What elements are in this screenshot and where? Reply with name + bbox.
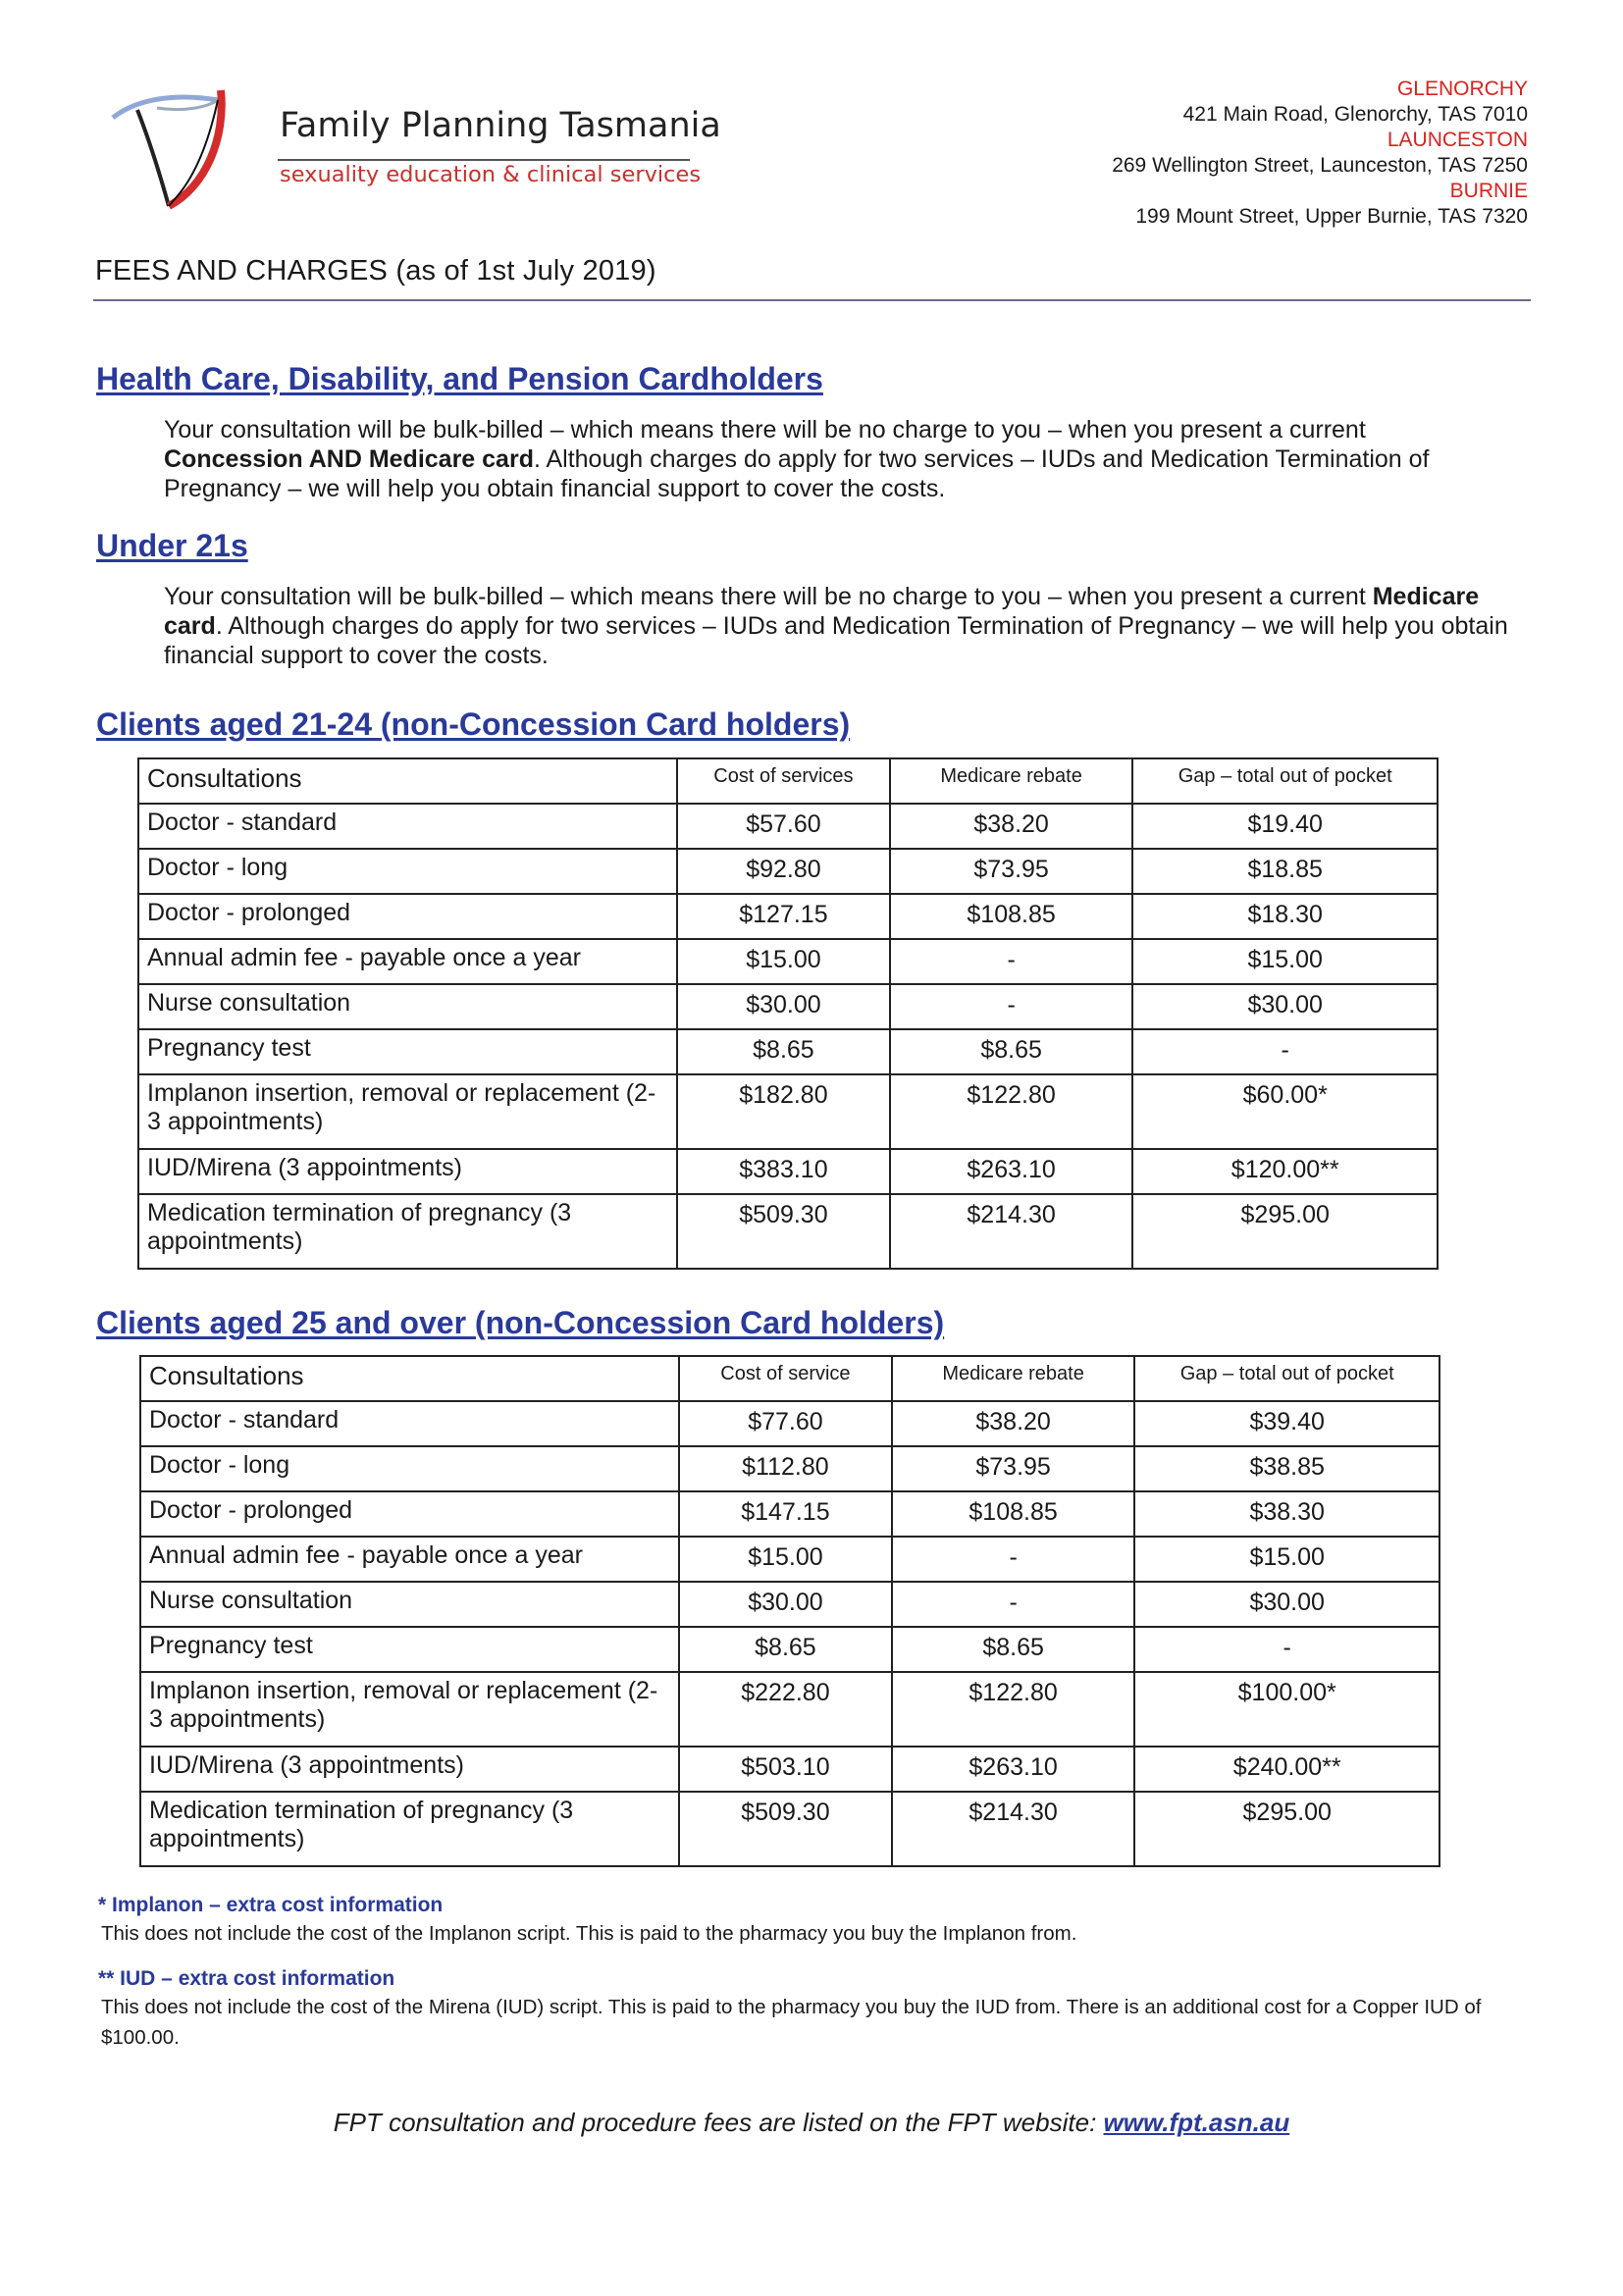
cost-cell: $57.60: [677, 804, 890, 849]
paragraph-text: Your consultation will be bulk-billed – which means there will be no charge to you – when you present a current: [164, 583, 1373, 610]
cardholders-paragraph: [164, 415, 1508, 503]
rebate-cell: $214.30: [892, 1792, 1135, 1866]
service-name-cell: Doctor - standard: [138, 804, 677, 849]
table-row: [140, 1401, 1440, 1446]
rebate-cell: $38.20: [892, 1401, 1135, 1446]
table-row: [140, 1491, 1440, 1537]
section-heading-cardholders: Health Care, Disability, and Pension Cardholders: [96, 361, 823, 396]
table-row: [140, 1672, 1440, 1747]
table-row: [138, 984, 1438, 1029]
rebate-cell: $214.30: [890, 1194, 1133, 1269]
column-header: Gap – total out of pocket: [1134, 1356, 1440, 1401]
rebate-cell: $8.65: [892, 1627, 1135, 1672]
service-name-cell: Pregnancy test: [138, 1029, 677, 1074]
org-name: Family Planning Tasmania: [280, 106, 721, 145]
table-row: [138, 939, 1438, 984]
gap-cell: $15.00: [1134, 1537, 1440, 1582]
rebate-cell: $263.10: [892, 1747, 1135, 1792]
service-name-cell: Annual admin fee - payable once a year: [140, 1537, 679, 1582]
table-row: [138, 1029, 1438, 1074]
implanon-note-heading: * Implanon – extra cost information: [98, 1894, 444, 1916]
cost-cell: $8.65: [677, 1029, 890, 1074]
column-header: Gap – total out of pocket: [1132, 758, 1438, 804]
location-address: 269 Wellington Street, Launceston, TAS 7250: [1112, 154, 1528, 177]
gap-cell: $18.85: [1132, 849, 1438, 894]
cost-cell: $30.00: [677, 984, 890, 1029]
gap-cell: $240.00**: [1134, 1747, 1440, 1792]
gap-cell: $39.40: [1134, 1401, 1440, 1446]
cost-cell: $147.15: [679, 1491, 892, 1537]
cost-cell: $112.80: [679, 1446, 892, 1491]
gap-cell: -: [1134, 1627, 1440, 1672]
location-city: GLENORCHY: [1396, 78, 1528, 100]
column-header: Cost of service: [679, 1356, 892, 1401]
service-name-cell: Annual admin fee - payable once a year: [138, 939, 677, 984]
address-block: [1112, 77, 1528, 230]
table-row: [138, 804, 1438, 849]
location-city: BURNIE: [1449, 180, 1528, 202]
cost-cell: $509.30: [677, 1194, 890, 1269]
table-row: [140, 1747, 1440, 1792]
table-row: [140, 1627, 1440, 1672]
gap-cell: $120.00**: [1132, 1149, 1438, 1194]
location-city: LAUNCESTON: [1387, 129, 1528, 151]
title-divider: [93, 299, 1531, 301]
cost-cell: $509.30: [679, 1792, 892, 1866]
gap-cell: $30.00: [1132, 984, 1438, 1029]
location-address: 421 Main Road, Glenorchy, TAS 7010: [1182, 103, 1528, 126]
rebate-cell: -: [890, 984, 1133, 1029]
location-address: 199 Mount Street, Upper Burnie, TAS 7320: [1135, 205, 1528, 228]
gap-cell: $38.85: [1134, 1446, 1440, 1491]
rebate-cell: -: [892, 1582, 1135, 1627]
service-name-cell: IUD/Mirena (3 appointments): [138, 1149, 677, 1194]
service-name-cell: Implanon insertion, removal or replacement (2-3 appointments): [138, 1074, 677, 1149]
cost-cell: $8.65: [679, 1627, 892, 1672]
column-header: Consultations: [138, 758, 677, 804]
table-header-row: [138, 758, 1438, 804]
table-body: [138, 804, 1438, 1269]
cost-cell: $182.80: [677, 1074, 890, 1149]
gap-cell: $30.00: [1134, 1582, 1440, 1627]
table-row: [140, 1792, 1440, 1866]
iud-note-text: This does not include the cost of the Mirena (IUD) script. This is paid to the pharmacy you buy the IUD from. There is an additional cost for a Copper IUD of $100.00.: [101, 1996, 1482, 2049]
table-body: [140, 1401, 1440, 1866]
cost-cell: $383.10: [677, 1149, 890, 1194]
rebate-cell: -: [890, 939, 1133, 984]
service-name-cell: Pregnancy test: [140, 1627, 679, 1672]
service-name-cell: Doctor - prolonged: [138, 894, 677, 939]
fpt-logo: [108, 69, 236, 216]
column-header: Cost of services: [677, 758, 890, 804]
table-row: [138, 1074, 1438, 1149]
service-name-cell: Medication termination of pregnancy (3 appointments): [138, 1194, 677, 1269]
table-row: [138, 894, 1438, 939]
service-name-cell: Doctor - long: [138, 849, 677, 894]
footer-note: [0, 2108, 1623, 2138]
org-divider: [278, 159, 690, 161]
iud-note-heading: ** IUD – extra cost information: [98, 1967, 395, 1990]
rebate-cell: $8.65: [890, 1029, 1133, 1074]
org-tagline: sexuality education & clinical services: [280, 162, 702, 187]
fees-table-25-over: [139, 1355, 1440, 1867]
table-header-row: [140, 1356, 1440, 1401]
table-row: [140, 1446, 1440, 1491]
footer-text: FPT consultation and procedure fees are listed on the FPT website:: [333, 2108, 1104, 2137]
under21-paragraph: [164, 582, 1508, 670]
rebate-cell: $38.20: [890, 804, 1133, 849]
rebate-cell: $73.95: [892, 1446, 1135, 1491]
gap-cell: $15.00: [1132, 939, 1438, 984]
gap-cell: $295.00: [1134, 1792, 1440, 1866]
table-row: [140, 1582, 1440, 1627]
column-header: Consultations: [140, 1356, 679, 1401]
rebate-cell: $122.80: [892, 1672, 1135, 1747]
document-title: FEES AND CHARGES (as of 1st July 2019): [95, 255, 656, 287]
cost-cell: $503.10: [679, 1747, 892, 1792]
service-name-cell: Nurse consultation: [138, 984, 677, 1029]
cost-cell: $77.60: [679, 1401, 892, 1446]
service-name-cell: Medication termination of pregnancy (3 appointments): [140, 1792, 679, 1866]
section-heading-under21: Under 21s: [96, 528, 248, 563]
paragraph-text: Your consultation will be bulk-billed – which means there will be no charge to you – when you present a current: [164, 416, 1366, 444]
section-heading-21-24: Clients aged 21-24 (non-Concession Card holders): [96, 706, 851, 742]
paragraph-bold: Medicare card: [164, 583, 1480, 640]
table-row: [138, 1149, 1438, 1194]
gap-cell: $60.00*: [1132, 1074, 1438, 1149]
cost-cell: $92.80: [677, 849, 890, 894]
rebate-cell: $108.85: [890, 894, 1133, 939]
cost-cell: $30.00: [679, 1582, 892, 1627]
gap-cell: $18.30: [1132, 894, 1438, 939]
implanon-note-text: This does not include the cost of the Implanon script. This is paid to the pharmacy you buy the Implanon from.: [101, 1922, 1077, 1945]
table-row: [138, 849, 1438, 894]
column-header: Medicare rebate: [892, 1356, 1135, 1401]
fees-table-21-24: [137, 757, 1439, 1270]
paragraph-bold: Concession AND Medicare card: [164, 445, 534, 473]
cost-cell: $127.15: [677, 894, 890, 939]
rebate-cell: $73.95: [890, 849, 1133, 894]
paragraph-text: . Although charges do apply for two services – IUDs and Medication Termination of Pregnancy – we will help you obtain financial support to cover the costs.: [164, 612, 1508, 669]
gap-cell: -: [1132, 1029, 1438, 1074]
cost-cell: $222.80: [679, 1672, 892, 1747]
service-name-cell: Doctor - prolonged: [140, 1491, 679, 1537]
cost-cell: $15.00: [679, 1537, 892, 1582]
cost-cell: $15.00: [677, 939, 890, 984]
rebate-cell: $108.85: [892, 1491, 1135, 1537]
service-name-cell: IUD/Mirena (3 appointments): [140, 1747, 679, 1792]
gap-cell: $295.00: [1132, 1194, 1438, 1269]
gap-cell: $19.40: [1132, 804, 1438, 849]
section-heading-25-over: Clients aged 25 and over (non-Concession Card holders): [96, 1305, 945, 1340]
gap-cell: $100.00*: [1134, 1672, 1440, 1747]
service-name-cell: Implanon insertion, removal or replacement (2-3 appointments): [140, 1672, 679, 1747]
table-row: [138, 1194, 1438, 1269]
website-link[interactable]: www.fpt.asn.au: [1103, 2108, 1290, 2137]
rebate-cell: $122.80: [890, 1074, 1133, 1149]
service-name-cell: Nurse consultation: [140, 1582, 679, 1627]
service-name-cell: Doctor - long: [140, 1446, 679, 1491]
table-row: [140, 1537, 1440, 1582]
column-header: Medicare rebate: [890, 758, 1133, 804]
service-name-cell: Doctor - standard: [140, 1401, 679, 1446]
rebate-cell: -: [892, 1537, 1135, 1582]
gap-cell: $38.30: [1134, 1491, 1440, 1537]
paragraph-text: . Although charges do apply for two services – IUDs and Medication Termination of Pregnancy – we will help you obtain financial support to cover the costs.: [164, 445, 1430, 502]
rebate-cell: $263.10: [890, 1149, 1133, 1194]
